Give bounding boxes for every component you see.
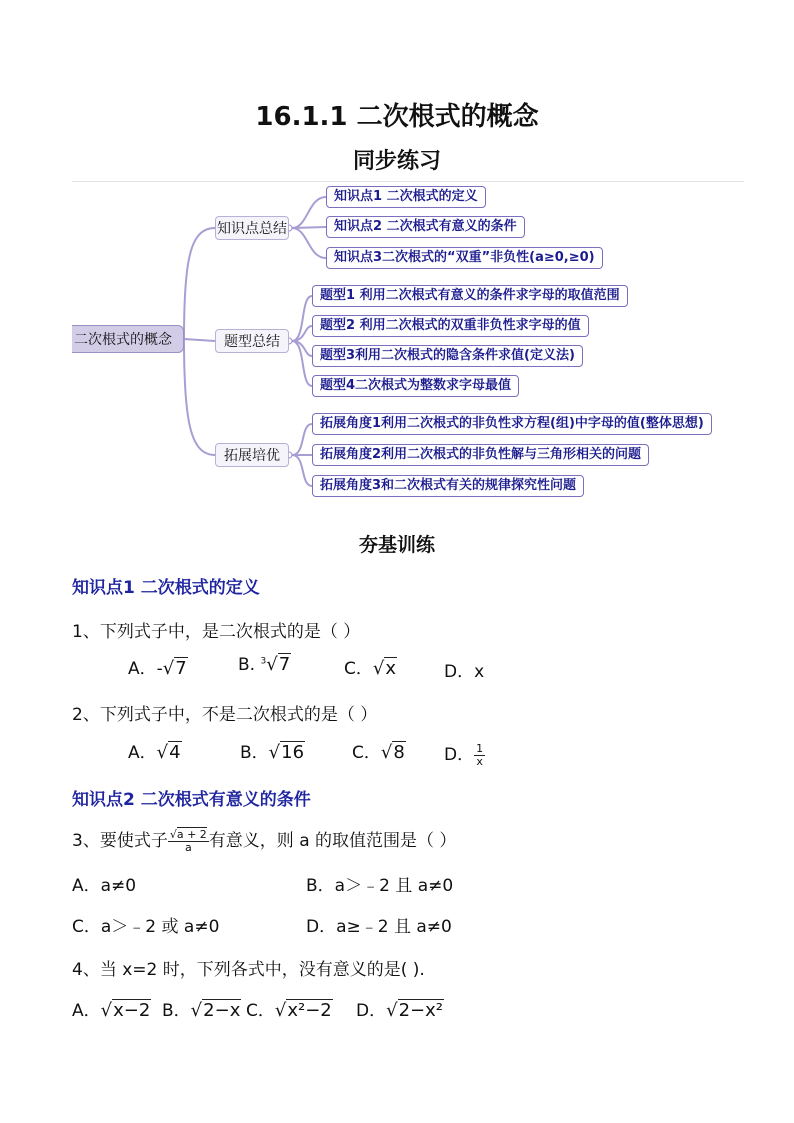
question-3-stem: 3、要使式子 $\frac{√a + 2}{a}$ 有意义，则 a 的取值范围是（ ） [72,827,457,854]
q2-option-d: D． $\frac{1}{x}$ [444,741,484,768]
section-heading-2: 知识点2 二次根式有意义的条件 [72,790,311,810]
q3-option-d: D．a≥﹣2 且 a≠0 [306,917,452,937]
q3-option-a: A．a≠0 [72,876,137,896]
q1-option-a: A．-√7 [128,658,187,679]
mindmap-root-node: 二次根式的概念 [72,325,184,353]
mindmap-leaf: 拓展角度2利用二次根式的非负性解与三角形相关的问题 [312,444,649,466]
q2-option-c: C．√8 [352,742,405,763]
page-title: 16.1.1 二次根式的概念 [255,102,539,132]
q2-option-b: B．√16 [240,742,305,763]
q4-option-a: A．√x−2 [72,1000,151,1021]
mindmap-branch-knowledge: 知识点总结 [215,216,289,240]
mindmap-leaf: 题型2 利用二次根式的双重非负性求字母的值 [312,315,589,337]
q1-option-b: B. $^3$√7 [238,654,291,675]
q4-option-d: D．√2−x² [356,1000,443,1021]
q4-option-b: B．√2−x [162,1000,241,1021]
q1-option-c: C．√x [344,658,397,679]
q3-option-c: C．a＞﹣2 或 a≠0 [72,917,220,937]
mindmap-leaf: 拓展角度3和二次根式有关的规律探究性问题 [312,475,584,497]
mindmap-leaf: 知识点1 二次根式的定义 [326,186,486,208]
q2-option-a: A．√4 [128,742,181,763]
mindmap-leaf: 题型4二次根式为整数求字母最值 [312,375,519,397]
mindmap-leaf: 题型1 利用二次根式有意义的条件求字母的取值范围 [312,285,628,307]
question-1-stem: 1、下列式子中，是二次根式的是（ ） [72,622,361,642]
mindmap-leaf: 知识点2 二次根式有意义的条件 [326,216,525,238]
page-subtitle: 同步练习 [352,149,441,174]
mindmap-leaf: 知识点3二次根式的“双重”非负性(a≥0,≥0) [326,247,603,269]
mindmap-branch-extension: 拓展培优 [215,443,289,467]
question-4-stem: 4、当 x=2 时，下列各式中，没有意义的是( ). [72,960,425,980]
practice-heading: 夯基训练 [358,534,435,556]
mindmap-leaf: 题型3利用二次根式的隐含条件求值(定义法) [312,345,583,367]
mindmap-leaf: 拓展角度1利用二次根式的非负性求方程(组)中字母的值(整体思想) [312,413,712,435]
q4-option-c: C．√x²−2 [246,1000,332,1021]
mindmap-branch-question-types: 题型总结 [215,329,289,353]
q1-option-d: D．x [444,662,485,682]
question-2-stem: 2、下列式子中，不是二次根式的是（ ） [72,705,378,725]
section-heading-1: 知识点1 二次根式的定义 [72,578,260,598]
q3-option-b: B．a＞﹣2 且 a≠0 [306,876,454,896]
